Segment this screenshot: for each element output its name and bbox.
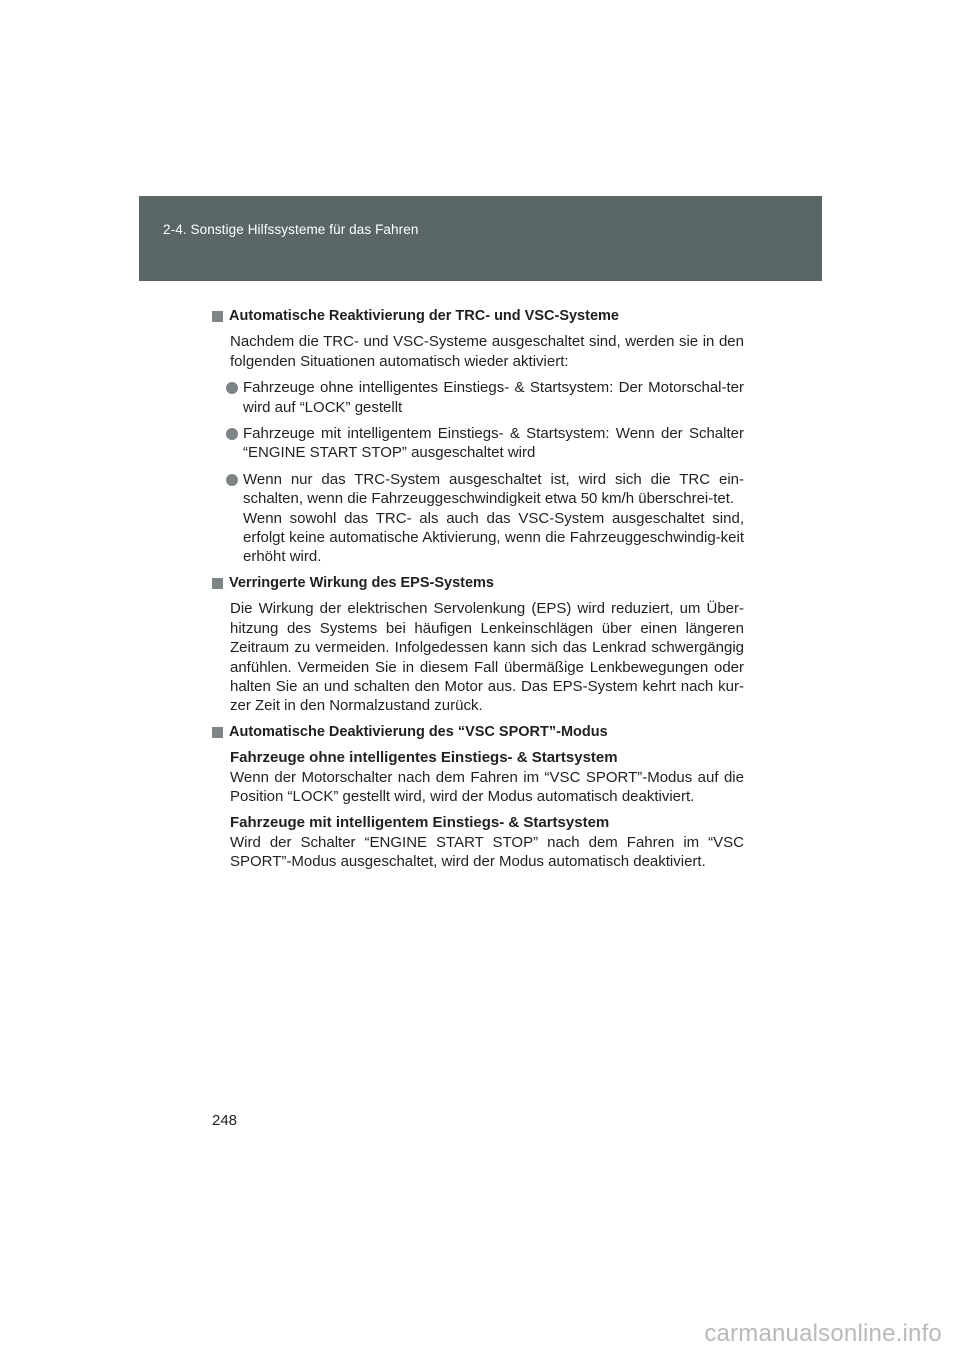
- paragraph-text: Wenn der Motorschalter nach dem Fahren im “VSC SPORT”-Modus auf die Position “LOCK” gestellt wird, wird der Modus automatisch deaktiviert.: [230, 768, 744, 805]
- heading-text: Automatische Reaktivierung der TRC- und VSC-Systeme: [229, 308, 619, 324]
- paragraph: [230, 813, 744, 871]
- round-bullet-icon: [226, 382, 238, 394]
- list-item-text: Fahrzeuge mit intelligentem Einstiegs- & Startsystem: Wenn der Schalter “ENGINE START STOP” ausgeschaltet wird: [243, 425, 744, 462]
- heading-text: Verringerte Wirkung des EPS-Systems: [229, 574, 494, 591]
- header-band: [139, 196, 822, 281]
- list-item: [243, 470, 744, 567]
- section-heading-vsc-sport: [212, 723, 744, 742]
- sub-heading: Fahrzeuge mit intelligentem Einstiegs- & Startsystem: [230, 814, 610, 832]
- square-bullet-icon: [212, 727, 223, 738]
- watermark: carmanualsonline.info: [704, 1320, 942, 1347]
- round-bullet-icon: [226, 474, 238, 486]
- section-title: 2-4. Sonstige Hilfssysteme für das Fahren: [163, 222, 419, 237]
- page-number: 248: [212, 1112, 238, 1129]
- list-item-text: Fahrzeuge ohne intelligentes Einstiegs- & Startsystem: Der Motorschal-ter wird auf “LOCK” gestellt: [243, 379, 744, 416]
- heading-text: Automatische Deaktivierung des “VSC SPORT”-Modus: [229, 723, 608, 740]
- list-item-note: Wenn sowohl das TRC- als auch das VSC-System ausgeschaltet sind, erfolgt keine automatische Aktivierung, wenn die Fahrzeuggeschwindig-keit erhöht wird.: [243, 509, 744, 566]
- sub-heading: Fahrzeuge ohne intelligentes Einstiegs- & Startsystem: [230, 749, 618, 767]
- page-content: [212, 307, 744, 879]
- paragraph: Nachdem die TRC- und VSC-Systeme ausgeschaltet sind, werden sie in den folgenden Situationen automatisch wieder aktiviert:: [230, 333, 744, 370]
- paragraph: [230, 748, 744, 806]
- list-item: [243, 378, 744, 417]
- section-heading-eps: [212, 574, 744, 593]
- round-bullet-icon: [226, 428, 238, 440]
- list-item: [243, 424, 744, 463]
- square-bullet-icon: [212, 578, 223, 589]
- paragraph: Die Wirkung der elektrischen Servolenkung (EPS) wird reduziert, um Über-hitzung des Systems bei häufigen Lenkeinschlägen über einen längeren Zeitraum zu vermeiden. Infolgedessen kann sich das Lenkrad schwergängig anfühlen. Vermeiden Sie in diesem Fall übermäßige Lenkbewegungen oder halten Sie an und schalten den Motor aus. Das EPS-System kehrt nach kur-zer Zeit in den Normalzustand zurück.: [230, 600, 744, 715]
- list-item-text: Wenn nur das TRC-System ausgeschaltet ist, wird sich die TRC ein-schalten, wenn die Fahrzeuggeschwindigkeit etwa 50 km/h überschrei-tet.: [243, 470, 744, 508]
- square-bullet-icon: [212, 311, 223, 322]
- section-heading-trc-vsc: [212, 307, 744, 326]
- paragraph-text: Wird der Schalter “ENGINE START STOP” nach dem Fahren im “VSC SPORT”-Modus ausgeschaltet, wird der Modus automatisch deaktiviert.: [230, 833, 744, 871]
